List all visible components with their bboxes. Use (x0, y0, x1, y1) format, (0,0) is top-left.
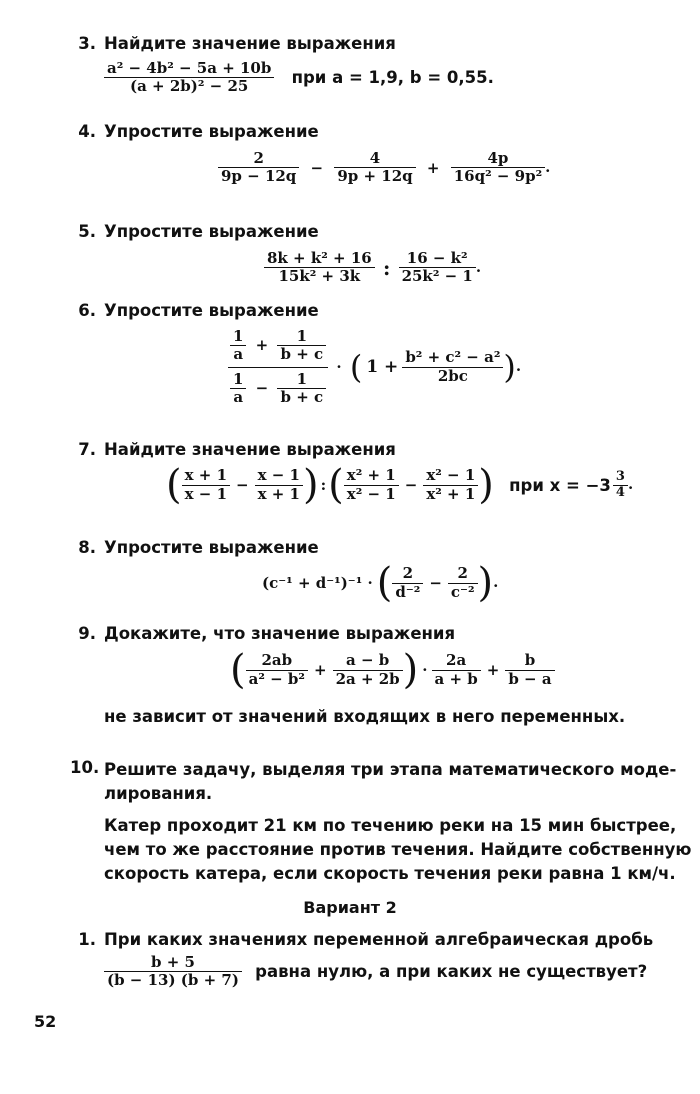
t6-bot-minus: − (255, 378, 269, 397)
t6-top-a-den: a (230, 345, 246, 363)
t4-f2-den: 9p + 12q (334, 167, 415, 185)
task-10-line-1: Решите задачу, выделяя три этапа математического моде- (104, 760, 677, 779)
t4-f1-num: 2 (253, 149, 264, 167)
task-9-tail: не зависит от значений входящих в него переменных. (104, 707, 626, 726)
t5-f1-num: 8k + k² + 16 (267, 249, 372, 267)
task-7-title: Найдите значение выражения (104, 440, 396, 459)
task-3-fraction (104, 60, 274, 96)
variant-task-1-expression (104, 954, 653, 990)
t6-bot-b-den: b + c (277, 388, 326, 406)
t5-op: : (382, 255, 391, 280)
t9-f1-den: a² − b² (246, 670, 308, 688)
t6-top-plus: + (255, 336, 269, 355)
task-4-expression (218, 150, 550, 186)
task-8-title: Упростите выражение (104, 538, 319, 557)
t9-dot: · (422, 661, 428, 679)
t9-plus2: + (486, 661, 500, 679)
t9-f3-den: a + b (432, 670, 481, 688)
t7-f4-den: x² + 1 (423, 485, 478, 503)
task-7-expression: ( $\frac{x + 1}{x - 1}$ − $\frac{x - 1}{x + 1}$ ) :( $\frac{\text{x² + 1}}{\text{x² − 1}}$ − $\frac{\text{x² − 1}}{\text{x² + 1}}$ ) при x = −3 $\frac{3}{4}$ . (166, 462, 634, 508)
t7-condition: при x = −3 (509, 475, 611, 495)
page-number: 52 (34, 1012, 57, 1031)
t4-end: . (545, 157, 551, 176)
t9-f3-num: 2a (446, 651, 467, 670)
task-5-title: Упростите выражение (104, 222, 319, 241)
task-8-expression: (c⁻¹ + d⁻¹)⁻¹ · ( $\frac{2}{\text{d⁻²}}$ − $\frac{2}{\text{c⁻²}}$ ). (262, 560, 499, 606)
task-9-number: 9. (78, 624, 96, 643)
t6-dot: · (336, 358, 342, 376)
t7-f2-den: x + 1 (255, 485, 303, 503)
t5-f2-den: 25k² − 1 (399, 267, 476, 285)
t9-f4-den: b − a (505, 670, 554, 688)
t7-minus2: − (404, 476, 418, 494)
t7-mixed-den: 4 (613, 485, 628, 501)
t7-f2-num: x − 1 (257, 466, 300, 485)
t9-plus1: + (313, 661, 327, 679)
t9-f4-num: b (524, 651, 536, 670)
t8-f2-num: 2 (457, 564, 468, 583)
task-10-problem-2: чем то же расстояние против течения. Найдите собственную (104, 840, 692, 859)
t7-f1-den: x − 1 (182, 485, 230, 503)
task-6-title: Упростите выражение (104, 301, 319, 320)
t8-lead: (c⁻¹ + d⁻¹)⁻¹ · (262, 574, 373, 592)
t7-mixed-num: 3 (615, 468, 625, 484)
variant-heading: Вариант 2 (303, 898, 397, 917)
task-10-line-2: лирования. (104, 784, 213, 803)
t8-end: . (493, 573, 499, 591)
t8-minus: − (429, 574, 442, 592)
t6-complex-fraction (228, 328, 328, 406)
task-4-number: 4. (78, 122, 96, 141)
t6-one-plus: 1 + (366, 357, 399, 377)
t6-bot-a-den: a (230, 388, 246, 406)
task-3-numerator: a² − 4b² − 5a + 10b (107, 59, 272, 77)
task-10-text (104, 758, 691, 886)
t4-f1-den: 9p − 12q (218, 167, 299, 185)
t5-f2-num: 16 − k² (406, 249, 468, 267)
t6-bot-a-num: 1 (233, 369, 244, 388)
variant-task-1-line-1: При каких значениях переменной алгебраическая дробь (104, 930, 654, 949)
task-9-expression: ( $\frac{2ab}{\text{a² − b²}}$ + $\frac{a - b}{2a + 2b}$ ) · $\frac{2a}{a + b}$ + $\frac{b}{b - a}$ (230, 650, 555, 690)
task-6-expression: $\frac{1}{a}$ + $\frac{1}{b + c}$ $\frac{1}{a}$ − $\frac{1}{b + c}$ · ( 1 + $\frac{\text{b² + c² − a²}}{2bc}$ ). (228, 328, 521, 406)
t4-op2: + (426, 158, 440, 177)
t7-f4-num: x² − 1 (426, 466, 476, 485)
task-3-condition: при a = 1,9, b = 0,55. (291, 68, 494, 88)
task-10-problem-3: скорость катера, если скорость течения реки равна 1 км/ч. (104, 864, 676, 883)
v1-f-den: (b − 13) (b + 7) (104, 971, 242, 989)
t6-end: . (515, 357, 522, 375)
t7-f3-num: x² + 1 (346, 466, 396, 485)
task-3-title: Найдите значение выражения (104, 34, 396, 53)
t7-minus1: − (236, 476, 249, 494)
t5-end: . (475, 257, 482, 276)
task-5-expression (264, 250, 481, 286)
t4-f3-den: 16q² − 9p² (451, 167, 545, 185)
t9-f2-num: a − b (346, 651, 390, 670)
t6-top-b-den: b + c (277, 345, 326, 363)
t8-f1-den: d⁻² (392, 583, 423, 601)
task-3-denominator: (a + 2b)² − 25 (104, 77, 274, 95)
t4-f3-num: 4p (487, 149, 509, 167)
task-3-expression (104, 60, 500, 96)
variant-task-1-tail: равна нулю, а при каких не существует? (255, 962, 648, 982)
t6-f-den: 2bc (402, 367, 503, 385)
t7-colon: : (320, 476, 327, 494)
t4-op1: − (310, 158, 324, 177)
t8-f1-num: 2 (402, 564, 414, 583)
t7-mixed-fraction (613, 470, 628, 501)
t4-f2-num: 4 (369, 149, 381, 167)
t7-f1-num: x + 1 (184, 466, 228, 485)
t6-f-num: b² + c² − a² (405, 348, 501, 367)
t7-f3-den: x² − 1 (344, 485, 399, 503)
task-7-number: 7. (78, 440, 96, 459)
t6-bot-b-num: 1 (296, 369, 308, 388)
task-5-number: 5. (78, 222, 96, 241)
task-10-number: 10. (70, 758, 100, 777)
variant-task-1-number: 1. (78, 930, 96, 949)
task-10-problem-1: Катер проходит 21 км по течению реки на 15 мин быстрее, (104, 816, 677, 835)
t5-f1-den: 15k² + 3k (264, 267, 375, 285)
task-4-title: Упростите выражение (104, 122, 319, 141)
v1-f-num: b + 5 (150, 953, 195, 971)
t7-end: . (627, 475, 634, 493)
t6-top-a-num: 1 (233, 327, 244, 345)
t8-f2-den: c⁻² (448, 583, 478, 601)
t6-top-b-num: 1 (296, 327, 308, 345)
task-9-title: Докажите, что значение выражения (104, 624, 456, 643)
task-3-number: 3. (78, 34, 96, 53)
t9-f1-num: 2ab (261, 651, 293, 670)
task-6-number: 6. (78, 301, 96, 320)
task-8-number: 8. (78, 538, 96, 557)
t9-f2-den: 2a + 2b (333, 670, 403, 688)
